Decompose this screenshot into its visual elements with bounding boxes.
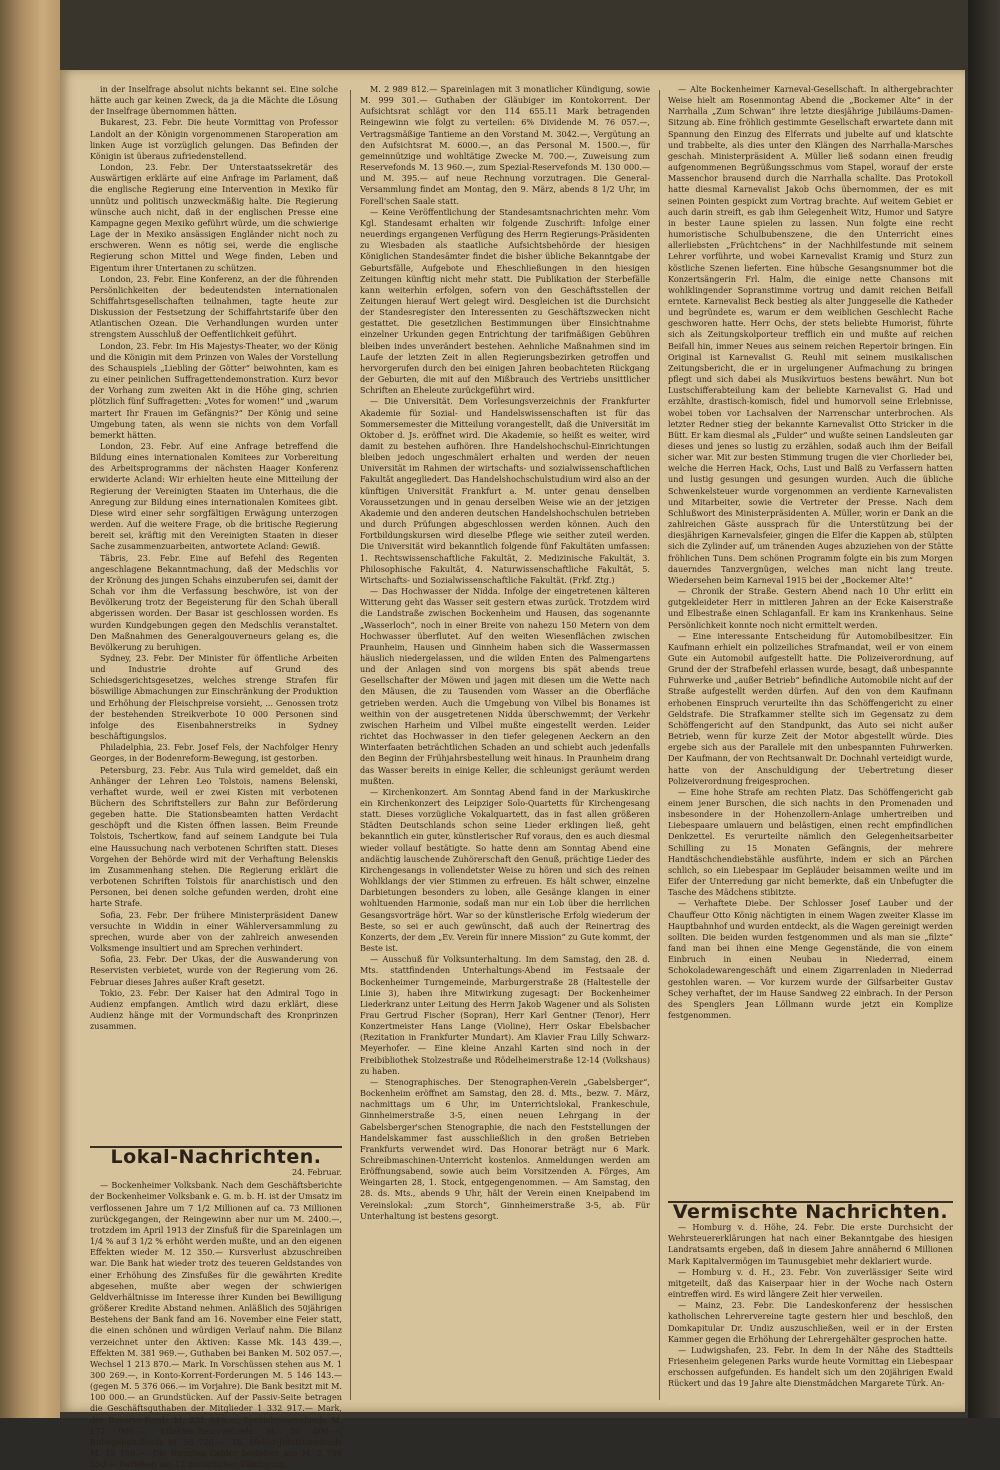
article-paragraph: — Homburg v. d. Höhe, 24. Febr. Die erste Durchsicht der Wehrsteuererklärungen hat nach einer Bekanntgabe des hiesigen Landratsamts ergeben, daß in diesem Jahre annähernd 6 Millionen Mark Kapitalvermögen im Taunusgebiet mehr deklariert wurde. — [668, 1222, 953, 1266]
article-paragraph: — Das Hochwasser der Nidda. Infolge der eingetretenen kälteren Witterung geht das Wasser seit gestern etwas zurück. Trotzdem wird die Landstraße zwischen Bockenheim und Hausen, das sogenannte „Wasserloch“, noch in einer Breite von nahezu 150 Metern von dem Hochwasser überflutet. Auf den weiten Wiesenflächen zwischen Praunheim, Hausen und Ginnheim haben sich die Wassermassen häuslich niedergelassen, und die wilden Enten des Palmengartens und der Anlagen sind von morgens bis spät abends treue Gesellschafter der Möwen und jagen mit diesen um die Wette nach den Mäusen, die zu Tausenden vom Wasser an die Oberfläche getrieben werden. Auch die Umgebung von Vilbel bis Bonames ist weithin von der ausgetretenen Nidda überschwemmt; der Verkehr zwischen Harheim und Vilbel mußte eingestellt werden. Leider richtet das Hochwasser in den tiefer gelegenen Aeckern an den Winterfaaten beträchtlichen Schaden an und schiebt auch jedenfalls den Beginn der Frühjahrsbestellung weit hinaus. In Praunheim drang das Wasser bereits in einige Keller, die schleunigst geräumt werden mußten. — [360, 586, 650, 786]
article-paragraph: — Eine interessante Entscheidung für Automobilbesitzer. Ein Kaufmann erhielt ein polizeiliches Strafmandat, weil er von einem Gute ein Automobil aufgestellt hatte. Die Polizeiverordnung, auf Grund der der Strafbefehl erlassen wurde, besagt, daß unbespannte Fuhrwerke und „außer Betrieb“ befindliche Automobile nicht auf der Straße aufgestellt werden dürfen. Auf den von dem Kaufmann erhobenen Einspruch verurteilte ihn das Schöffengericht zu einer Geldstrafe. Die Strafkammer stellte sich im Gegensatz zu dem Schöffengericht auf den Standpunkt, das Auto sei nicht außer Betrieb, wenn für kurze Zeit der Motor abgestellt würde. Dies ergebe sich aus der Parallele mit den unbespannten Fuhrwerken. Der Kaufmann, der von Rechtsanwalt Dr. Dochnahl verteidigt wurde, hatte von der Anschuldigung der Uebertretung dieser Polizeiverordnung freigesprochen. — [668, 630, 953, 786]
article-paragraph: in der Inselfrage absolut nichts bekannt sei. Eine solche hätte auch gar keinen Zweck, da ja die Mächte die Lösung der Inselfrage übernommen hätten. — [90, 84, 338, 117]
section-heading: Lokal-Nachrichten. — [90, 1146, 342, 1163]
article-paragraph: — Bockenheimer Volksbank. Nach dem Geschäftsberichte der Bockenheimer Volksbank e. G. m. b. H. ist der Umsatz im verflossenen Jahre um 7 1/2 Millionen auf ca. 73 Millionen zurückgegangen, der Reingewinn aber nur um M. 2400.—, trotzdem im April 1913 der Zinsfuß für die Spareinlagen um 1/4 % auf 3 1/2 % erhöht werden mußte, und an den eigenen Effekten wieder M. 12 350.— Kursverlust abzuschreiben war. Die Bank hat wieder trotz des teueren Geldstandes von einer Erhöhung des Zinsfußes für die gewährten Kredite abgesehen, mußte aber wegen der schwierigen Geldverhältnisse im Interesse ihrer Kunden bei Bewilligung größerer Kredite Abstand nehmen. Anläßlich des 50jährigen Bestehens der Bank fand am 16. November eine Feier statt, die einen schönen und würdigen Verlauf nahm. Die Bilanz verzeichnet unter den Aktiven: Kasse Mk. 143 439.—, Effekten M. 381 969.—, Guthaben bei Banken M. 502 057.—, Wechsel 1 213 870.— Mark. In Vorschüssen stehen aus M. 1 300 269.—, in Konto-Korrent-Forderungen M. 5 146 143.— (gegen M. 5 376 066.— im Vorjahre). Die Bank besitzt mit M. 100 000.— an Grundstücken. Auf der Passiv-Seite betragen die Geschäftsguthaben der Mitglieder 1 332 917.— Mark, der Reserve-Fonds M. 231 040.—, Spezialreservefonds M. 172 000.—, Effekten-Reservefonds M. 20 000.—, Ruhegehaltsfonds M. 56 720.—, Th. Meller-Jubiläumsfonds M. 15 150.—. Die fremden Gelder bestehen aus M. 2 796 350.— Darlehen mit 12 monatlicher Kündigung, — [90, 1180, 342, 1470]
article-paragraph: — Mainz, 23. Febr. Die Landeskonferenz der hessischen katholischen Lehrervereine tagte gestern hier und beschloß, den Domkapitular Dr. Undiz auszuschließen, weil er in der Ersten Kammer gegen die Erhöhung der Lehrergehälter gesprochen hatte. — [668, 1300, 953, 1344]
article-paragraph: Täbris, 23. Febr. Eine auf Befehl des Regenten angeschlagene Bekanntmachung, daß der Medschlis vor der Krönung des jungen Schahs einzuberufen sei, damit der Schah vor ihm die Verfassung beschwöre, ist von der Bevölkerung trotz der Begeisterung für den Schah überall abgerissen worden. Der Basar ist geschlossen worden. Es wurden Kundgebungen gegen den Medschlis veranstaltet. Den Maßnahmen des Generalgouverneurs gelang es, die Bevölkerung zu beruhigen. — [90, 552, 338, 652]
article-paragraph: Sofia, 23. Febr. Der frühere Ministerpräsident Danew versuchte in Widdin in einer Wählerversammlung zu sprechen, wurde aber von der zahlreich anwesenden Volksmenge insultiert und am Sprechen verhindert. — [90, 909, 338, 954]
article-paragraph: London, 23. Febr. Eine Konferenz, an der die führenden Persönlichkeiten der bedeutendsten internationalen Schiffahrtsgesellschaften teilnahmen, tagte heute zur Diskussion der Festsetzung der Schiffahrtstarife über den Atlantischen Ozean. Die Verhandlungen wurden unter strengstem Ausschluß der Oeffentlichkeit geführt. — [90, 273, 338, 340]
newspaper-page — [60, 70, 965, 1470]
article-paragraph: — Ausschuß für Volksunterhaltung. Im dem Samstag, den 28. d. Mts. stattfindenden Unterhaltungs-Abend im Festsaale der Bockenheimer Turngemeinde, Marburgerstraße 28 (Haltestelle der Linie 3), haben ihre Mitwirkung zugesagt: Der Bockenheimer Liederkranz unter Leitung des Herrn Jakob Wagener und als Solisten Frau Gertrud Fischer (Sopran), Herr Karl Gentner (Tenor), Herr Konzertmeister Hans Lange (Violine), Herr Oskar Ebelsbacher (Rezitation in Frankfurter Mundart). Am Klavier Frau Lilly Schwarz-Meyerhofer. — Eine kleine Anzahl Karten sind noch in der Freibibliothek Stolzestraße und Rödelheimerstraße 12-14 (Volkshaus) zu haben. — [360, 954, 650, 1076]
article-paragraph: Bukarest, 23. Febr. Die heute Vormittag von Professor Landolt an der Königin vorgenommenen Staroperation am linken Auge ist vorzüglich gelungen. Das Befinden der Königin ist überaus zufriedenstellend. — [90, 117, 338, 161]
column-rule — [659, 90, 660, 1400]
article-paragraph: Petersburg, 23. Febr. Aus Tula wird gemeldet, daß ein Anhänger der Lehren Leo Tolstois, namens Belenski, verhaftet wurde, weil er zwei Kisten mit verbotenen Büchern des Schriftstellers zur Bahn zur Beförderung gegeben hatte. Die Stationsbeamten hatten Verdacht geschöpft und die Kisten öffnen lassen. Beim Freunde Tolstois, Tschertkow, fand auf seinem Landgute bei Tula eine Haussuchung nach verbotenen Schriften statt. Dieses Vorgehen der Behörde wird mit der Verhaftung Belenskis im Zusammenhang stehen. Die Regierung erklärt die verbotenen Schriften Tolstois für anarchistisch und den Personen, bei denen solche gefunden werden, droht eine harte Strafe. — [90, 764, 338, 909]
article-paragraph: London, 23. Febr. Im His Majestys-Theater, wo der König und die Königin mit dem Prinzen von Wales der Vorstellung des Schauspiels „Liebling der Götter“ beiwohnten, kam es zu einer peinlichen Suffragettendemonstration. Kurz bevor der Vorhang zum zweiten Akt in die Höhe ging, schrien plötzlich fünf Suffragetten: „Votes for women!“ und „warum martert Ihr Frauen im Gefängnis?“ Der König und seine Umgebung taten, als wenn sie nichts von dem Vorfall bemerkt hätten. — [90, 340, 338, 440]
column-2 — [360, 84, 650, 1409]
article-paragraph: — Chronik der Straße. Gestern Abend nach 10 Uhr erlitt ein gutgekleideter Herr in mittleren Jahren an der Ecke Kaiserstraße und Elbestraße einen Schlaganfall. Er kam ins Krankenhaus. Seine Persönlichkeit konnte noch nicht ermittelt werden. — [668, 586, 953, 630]
book-spine — [0, 0, 60, 1418]
dateline: 24. Februar. — [291, 1167, 342, 1178]
vermischte-nachrichten-section — [668, 1195, 953, 1405]
section-heading: Vermischte Nachrichten. — [668, 1201, 953, 1218]
article-paragraph: Tokio, 23. Febr. Der Kaiser hat den Admiral Togo in Audienz empfangen. Amtlich wird dazu erklärt, diese Audienz hänge mit der Vormundschaft des Kronprinzen zusammen. — [90, 987, 338, 1032]
column-rule — [350, 90, 351, 1400]
article-paragraph: Sydney, 23. Febr. Der Minister für öffentliche Arbeiten und Industrie drohte auf Grund des Schiedsgerichtsgesetzes, welches strenge Strafen für böswillige Abmachungen zur Einschränkung der Produktion und Erhöhung der Fleischpreise vorsieht, ... Genossen trotz der bestehenden Streikverbote 10 000 Personen sind infolge des Eisenbahnerstreiks in Sydney beschäftigungslos. — [90, 652, 338, 742]
column-1 — [90, 84, 338, 1134]
article-paragraph: — Verhaftete Diebe. Der Schlosser Josef Lauber und der Chauffeur Otto König nächtigten in einem Wagen zweiter Klasse im Hauptbahnhof und wurden entdeckt, als die Wagen gereinigt werden sollten. Die beiden wurden festgenommen und als man sie „filzte“ fand man bei ihnen eine Menge Gegenstände, die von einem Einbruch in einen Neubau in Niederrad, einem Schokoladewarengeschäft und einem Zigarrenladen in Niederrad gestohlen waren. — Vor kurzem wurde der Gilfsarbeiter Gustav Schey verhaftet, der im Hause Sandweg 22 einbrach. In der Person des Spenglers Jean Löllmann wurde jetzt ein Komplize festgenommen. — [668, 898, 953, 1020]
lokal-nachrichten-section — [90, 1140, 342, 1470]
article-paragraph: — Eine hohe Strafe am rechten Platz. Das Schöffengericht gab einem jener Burschen, die sich nachts in den Promenaden und insbesondere in der Hohenzollern-Anlage umhertreiben und Liebespaare umlauern und belästigen, einen recht empfindlichen Denkzettel. Es verurteilte nämlich den Gelegenheitsarbeiter Schilling zu 15 Monaten Gefängnis, der mehrere Handtäschchendiebstähle ausführte, indem er sich an Pärchen schlich, so ein Liebespaar im Gepläuder beisammen weilte und im Eifer der Unterredung gar nicht bemerkte, daß ein Unbefugter die Tasche des Mädchens stibitzte. — [668, 786, 953, 898]
article-paragraph: — Homburg v. d. H., 23. Febr. Von zuverlässiger Seite wird mitgeteilt, daß das Kaiserpaar hier in der Woche nach Ostern eintreffen wird. Es wird längere Zeit hier verweilen. — [668, 1266, 953, 1300]
article-paragraph: — Kirchenkonzert. Am Sonntag Abend fand in der Markuskirche ein Kirchenkonzert des Leipziger Solo-Quartetts für Kirchengesang statt. Dieses vorzügliche Vokalquartett, das in fast allen größeren Städten Deutschlands schon seine Lieder erklingen ließ, geht bekanntlich ein guter, künstlerischer Ruf voraus, den es auch diesmal wieder vollauf bestätigte. So hatte denn am Sonntag Abend eine andächtig lauschende Zuhörerschaft den Genuß, prächtige Lieder des Kirchengesangs in vollendetster Weise zu hören und sich des reinen Wohlklangs der vier Stimmen zu erfreuen. Es hält schwer, einzelne Darbietungen besonders zu loben, alle Gesänge klangen in einer wohltuenden Harmonie, sodaß man nur ein Lob über die herrlichen Gesangsvorträge hört. War so der künstlerische Erfolg wiederum der Beste, so sei er auch gewünscht, daß auch der Reinertrag des Konzerts, der dem „Ev. Verein für innere Mission“ zu Gute kommt, der Beste ist. — [360, 786, 650, 954]
page-edge — [968, 0, 1000, 1418]
article-paragraph: — Keine Veröffentlichung der Standesamtsnachrichten mehr. Vom Kgl. Standesamt erhalten wir folgende Zuschrift: Infolge einer neuerdings ergangenen Verfügung des Herrn Regierungs-Präsidenten zu Wiesbaden als staatliche Aufsichtsbehörde der hiesigen Königlichen Standesämter findet die bisher übliche Bekanntgabe der Geburtsfälle, Aufgebote und Eheschließungen in den hiesigen Zeitungen künftig nicht mehr statt. Die Publikation der Sterbefälle kann weiterhin erfolgen, sofern von den Geschäftsstellen der Zeitungen hierauf Wert gelegt wird. Desgleichen ist die Durchsicht der Standesregister den Interessenten zu Geschäftszwecken nicht gestattet. Die gesetzlichen Bestimmungen über Einsichtnahme einzelner Urkunden gegen Entrichtung der tarifmäßigen Gebühren bleiben indes unverändert bestehen. Aehnliche Maßnahmen sind im Laufe der letzten Zeit in allen Regierungsbezirken getroffen und hervorgerufen durch den bei einigen Jahren beobachteten Rückgang der Geburten, die mit auf den Mißbrauch des Vertriebs unsittlicher Schriften an Eheleute zurückgeführt wird. — [360, 206, 650, 396]
article-paragraph: — Ludwigshafen, 23. Febr. In dem In der Nähe des Stadtteils Friesenheim gelegenen Parks wurde heute Vormittag ein Liebespaar erschossen aufgefunden. Es handelt sich um den 20jährigen Ewald Rückert und das 19 Jahre alte Dienstmädchen Margarete Türk. An- — [668, 1344, 953, 1389]
article-paragraph: Sofia, 23. Febr. Der Ukas, der die Auswanderung von Reservisten verbietet, wurde von der Regierung vom 26. Februar dieses Jahres außer Kraft gesetzt. — [90, 954, 338, 987]
article-paragraph: London, 23. Febr. Auf eine Anfrage betreffend die Bildung eines internationalen Komitees zur Vorbereitung des Arbeitsprogramms der nächsten Haager Konferenz erwiderte Acland: Wir erhielten heute eine Mitteilung der Regierung der Vereinigten Staaten im Unterhaus, die die Anregung zur Bildung eines internationalen Komitees gibt. Diese wird einer sehr sorgfältigen Erwägung unterzogen werden. Auf die weitere Frage, ob die britische Regierung bereit sei, kräftig mit den Vereinigten Staaten in dieser Sache zusammenzuarbeiten, antwortete Acland: Gewiß. — [90, 441, 338, 552]
article-paragraph: M. 2 989 812.— Spareinlagen mit 3 monatlicher Kündigung, sowie M. 999 301.— Guthaben der Gläubiger im Kontokorrent. Der Aufsichtsrat schlägt vor den 114 655.11 Mark betragenden Reingewinn wie folgt zu verteilen: 6% Dividende M. 76 057.—, Vertragsmäßige Tantieme an den Vorstand M. 3042.—, Vergütung an den Aufsichtsrat M. 6000.—, an das Personal M. 1500.—, für gemeinnützige und wohltätige Zwecke M. 700.—, Zuweisung zum Reservefonds M. 13 960.—, zum Spezial-Reservefonds M. 130 000.— und M. 395.— auf neue Rechnung vorzutragen. Die General-Versammlung findet am Montag, den 9. März, abends 8 1/2 Uhr, im Forell'schen Saale statt. — [360, 84, 650, 206]
article-paragraph: London, 23. Febr. Der Unterstaatssekretär des Auswärtigen erklärte auf eine Anfrage im Parlament, daß die englische Regierung eine Intervention in Mexiko für unnütz und politisch unzweckmäßig halte. Die Regierung wünsche auch nicht, daß in der englischen Presse eine Kampagne gegen Mexiko geführt würde, um die schwierige Lage der in Mexiko ansässigen Engländer nicht noch zu erschweren. Wenn es nötig sei, werde die englische Regierung schon Mittel und Wege finden, Leben und Eigentum ihrer Untertanen zu schützen. — [90, 162, 338, 273]
article-paragraph: — Alte Bockenheimer Karneval-Gesellschaft. In althergebrachter Weise hielt am Rosenmontag Abend die „Bockemer Alte“ in der Narrhalla „Zum Schwan“ ihre letzte diesjährige Jubiläums-Damen-Sitzung ab. Eine fröhlich gestimmte Gesellschaft erwartete dann mit Spannung den Einzug des Elferrats und jubelte auf und klatschte und trabbelte, als dies unter den Klängen des Narrhalla-Marsches geschah. Ministerpräsident A. Müller ließ sodann einen freudig aufgenommenen Begrüßungsschmus vom Stapel, worauf der erste Massenchor brausend durch die Narrhalla schallte. Das Protokoll hatte diesmal Karnevalist Jakob Ochs übernommen, der es mit seinen Pointen gespickt zum Vortrag brachte. Auf weitem Gebiet er auch darin streift, es gab ihm Gelegenheit Witz, Humor und Satyre in bester Laune spielen zu lassen. Nun folgte eine recht humoristische Schulbubenszene, die den Unterricht eines allerliebsten „Früchtchens“ in der Nachhilfestunde mit seinem Lehrer vorführte, und wobei Karnevalist Kramig und Sturz zun köstliche Szenen lieferten. Eine hübsche Gesangsnummer bot die Konzertsängerin Frl. Halm, die einige nette Chansons mit wohlklingender Sopranstimme vortrug und damit reichen Beifall erntete. Karnevalist Beck bestieg als alter Junggeselle die Katheder und begründete es, warum er dem weiblichen Geschlecht Rache geschworen hatte. Herr Ochs, der stets beliebte Humorist, führte sich als Zeitungskolporteur trefflich ein und mußte auf reichen Beifall hin, immer Neues aus seinem reichen Repertoir bringen. Ein Original ist Karnevalist G. Reuhl mit seinem musikalischen Zeitungsbericht, die er in urgelungener Aufmachung zu bringen pflegt und sich dabei als Musikvirtuos bestens bewährt. Nun bot Lustschifferabteilung kam der beliebte Karnevalist G. Had und erzählte, drastisch-komisch, fidel und humorvoll seine Erlebnisse, wobei toben vor Lachsalven der Narrenschar unterbrochen. Als letzter Redner stieg der bekannte Karnevalist Otto Stricker in die Bütt. Er kam diesmal als „Fulder“ und wußte seinen Landsleuten gar dieses und jenes so lustig zu erzählen, sodaß auch ihm der Beifall sicher war. Mit zur besten Stimmung trugen die vier Chorlieder bei, welche die Herren Hack, Ochs, Lust und Balß zu Verfassern hatten und lustig gesungen und gesungen wurden. Auch die übliche Schwenkelsteuer wurde vorgenommen an verdiente Karnevalisten und Mitarbeiter, sowie die Vertreter der Presse. Nach dem Schlußwort des Ministerpräsidenten A. Müller, worin er Dank an die zahlreichen Gäste aussprach für die Unterstützung bei der diesjährigen Karnevalsfeier, gingen die Elfer die Kappen ab, stülpten sich die Zylinder auf, um tränenden Auges abzuziehen von der Stätte fröhlichen Tuns. Dem schönen Programm folgte ein bis zum Morgen dauerndes Tanzvergnügen, welches man nicht lang treute. Wiedersehen beim Karneval 1915 bei der „Bockemer Alte!“ — [668, 84, 953, 585]
article-paragraph: — Stenographisches. Der Stenographen-Verein „Gabelsberger“, Bockenheim eröffnet am Samstag, den 28. d. Mts., bezw. 7. März, nachmittags um 6 Uhr, im Unterrichtslokal, Frankeschule, Ginnheimerstraße 3-5, einen neuen Lehrgang in der Gabelsberger'schen Stenographie, die nach den Feststellungen der Handelskammer fast ausschließlich in den großen Betrieben Frankfurts verwendet wird. Das Honorar beträgt nur 6 Mark. Schreibmaschinen-Unterricht kostenlos. Anmeldungen werden am Eröffnungsabend, sowie auch beim Vorsitzenden A. Förges, Am Weingarten 28, 1. Stock, entgegengenommen. — Am Samstag, den 28. ds. Mts., abends 9 Uhr, hält der Verein einen Kneipabend im Vereinslokal: „zum Storch“, Ginnheimerstraße 3-5, ab. Für Unterhaltung ist bestens gesorgt. — [360, 1076, 650, 1221]
article-paragraph: Philadelphia, 23. Febr. Josef Fels, der Nachfolger Henry Georges, in der Bodenreform-Bewegung, ist gestorben. — [90, 742, 338, 764]
article-paragraph: — Die Universität. Dem Vorlesungsverzeichnis der Frankfurter Akademie für Sozial- und Handelswissenschaften ist für das Sommersemester die Mitteilung vorangestellt, daß die Universität im Oktober d. Js. eröffnet wird. Die Akademie, so heißt es weiter, wird damit zu bestehen aufhören. Ihre Handelshochschul-Einrichtungen bleiben jedoch ungeschmälert erhalten und werden der neuen Universität im Rahmen der wirtschafts- und sozialwissenschaftlichen Fakultät angegliedert. Das Handelshochschulstudium wird also an der künftigen Universität Frankfurt a. M. unter genau denselben Voraussetzungen und in genau derselben Weise wie an der jetzigen Akademie und den anderen deutschen Handelshochschulen betrieben und durch Prüfungen abgeschlossen werden können. Auch den Fortbildungskursen wird dieselbe Pflege wie seither zuteil werden. Die Universität wird bekanntlich folgende fünf Fakultäten umfassen: 1. Rechtswissenschaftliche Fakultät, 2. Medizinische Fakultät, 3. Philosophische Fakultät, 4. Naturwissenschaftliche Fakultät, 5. Wirtschafts- und Sozialwissenschaftliche Fakultät. (Frkf. Ztg.) — [360, 396, 650, 585]
